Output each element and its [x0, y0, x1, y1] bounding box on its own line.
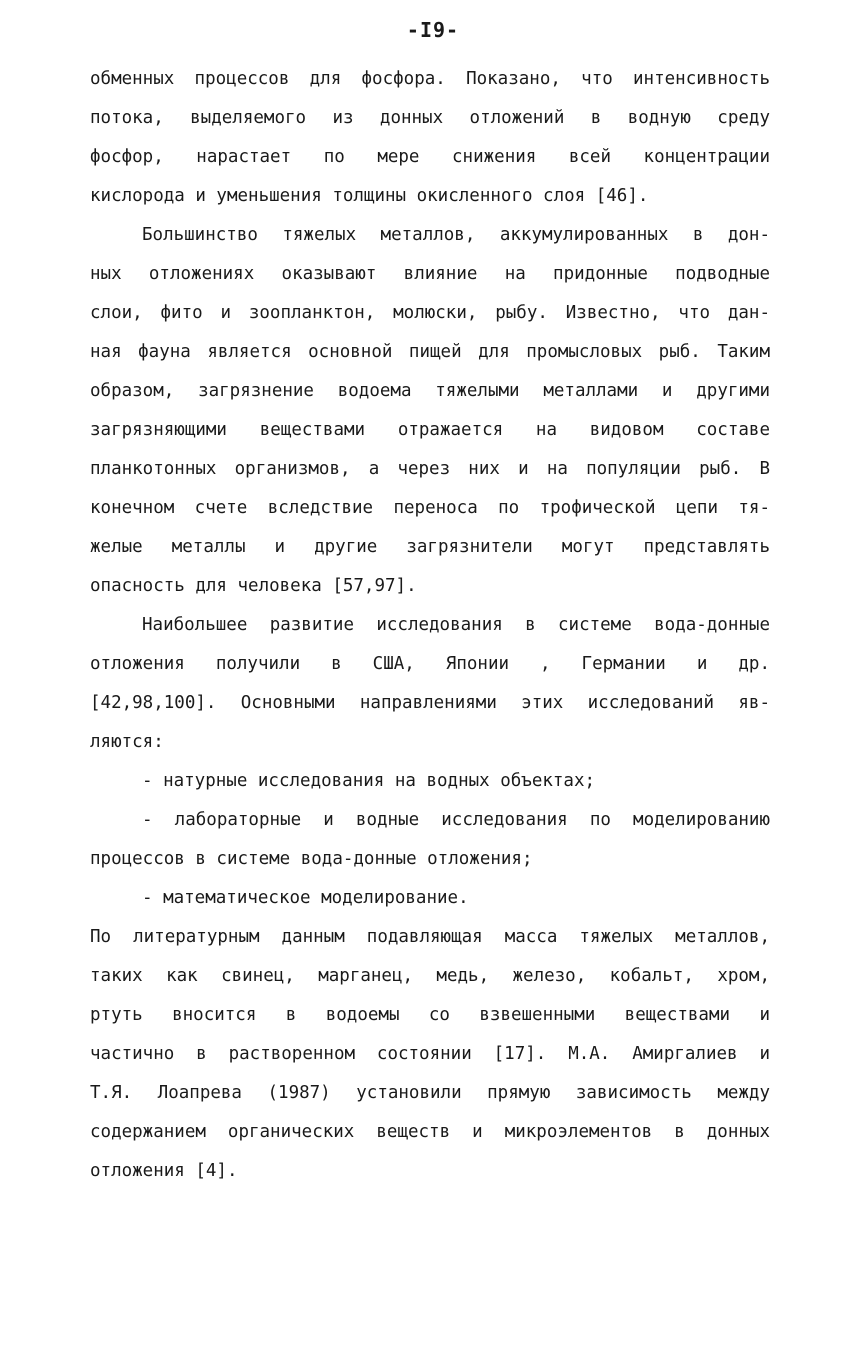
text-line: ных отложениях оказывают влияние на придонные подводные [90, 264, 770, 284]
text-line: Наибольшее развитие исследования в системе вода-донные [142, 615, 770, 635]
text-line: обменных процессов для фосфора. Показано, что интенсивность [90, 69, 770, 89]
text-line: Большинство тяжелых металлов, аккумулированных в дон- [142, 225, 770, 245]
body-text [90, 60, 770, 1191]
text-line: процессов в системе вода-донные отложения; [90, 849, 533, 869]
text-line: - натурные исследования на водных объектах; [142, 771, 596, 791]
text-line: загрязняющими веществами отражается на видовом составе [90, 420, 770, 440]
text-line: опасность для человека [57,97]. [90, 576, 417, 596]
text-line: таких как свинец, марганец, медь, железо, кобальт, хром, [90, 966, 770, 986]
text-line: фосфор, нарастает по мере снижения всей концентрации [90, 147, 770, 167]
text-line: планкотонных организмов, а через них и на популяции рыб. В [90, 459, 770, 479]
text-line: кислорода и уменьшения толщины окисленного слоя [46]. [90, 186, 649, 206]
text-line: слои, фито и зоопланктон, молюски, рыбу. Известно, что дан- [90, 303, 770, 323]
text-line: желые металлы и другие загрязнители могут представлять [90, 537, 770, 557]
text-line: ляются: [90, 732, 164, 752]
text-line: содержанием органических веществ и микроэлементов в донных [90, 1122, 770, 1142]
text-line: - математическое моделирование. [142, 888, 469, 908]
text-line: образом, загрязнение водоема тяжелыми металлами и другими [90, 381, 770, 401]
text-line: конечном счете вследствие переноса по трофической цепи тя- [90, 498, 770, 518]
text-line: частично в растворенном состоянии [17]. М.А. Амиргалиев и [90, 1044, 770, 1064]
text-line: потока, выделяемого из донных отложений в водную среду [90, 108, 770, 128]
text-line: отложения получили в США, Японии , Германии и др. [90, 654, 770, 674]
paragraph [90, 762, 770, 1191]
text-line: - лабораторные и водные исследования по моделированию [142, 810, 770, 830]
text-line: По литературным данным подавляющая масса тяжелых металлов, [90, 927, 770, 947]
text-line: ная фауна является основной пищей для промысловых рыб. Таким [90, 342, 770, 362]
text-line: Т.Я. Лоапрева (1987) установили прямую зависимость между [90, 1083, 770, 1103]
paragraph [90, 606, 770, 762]
text-line: [42,98,100]. Основными направлениями этих исследований яв- [90, 693, 770, 713]
paragraph [90, 60, 770, 216]
page-number: -I9- [406, 18, 460, 42]
paragraph [90, 216, 770, 606]
text-line: отложения [4]. [90, 1161, 238, 1181]
text-line: ртуть вносится в водоемы со взвешенными веществами и [90, 1005, 770, 1025]
